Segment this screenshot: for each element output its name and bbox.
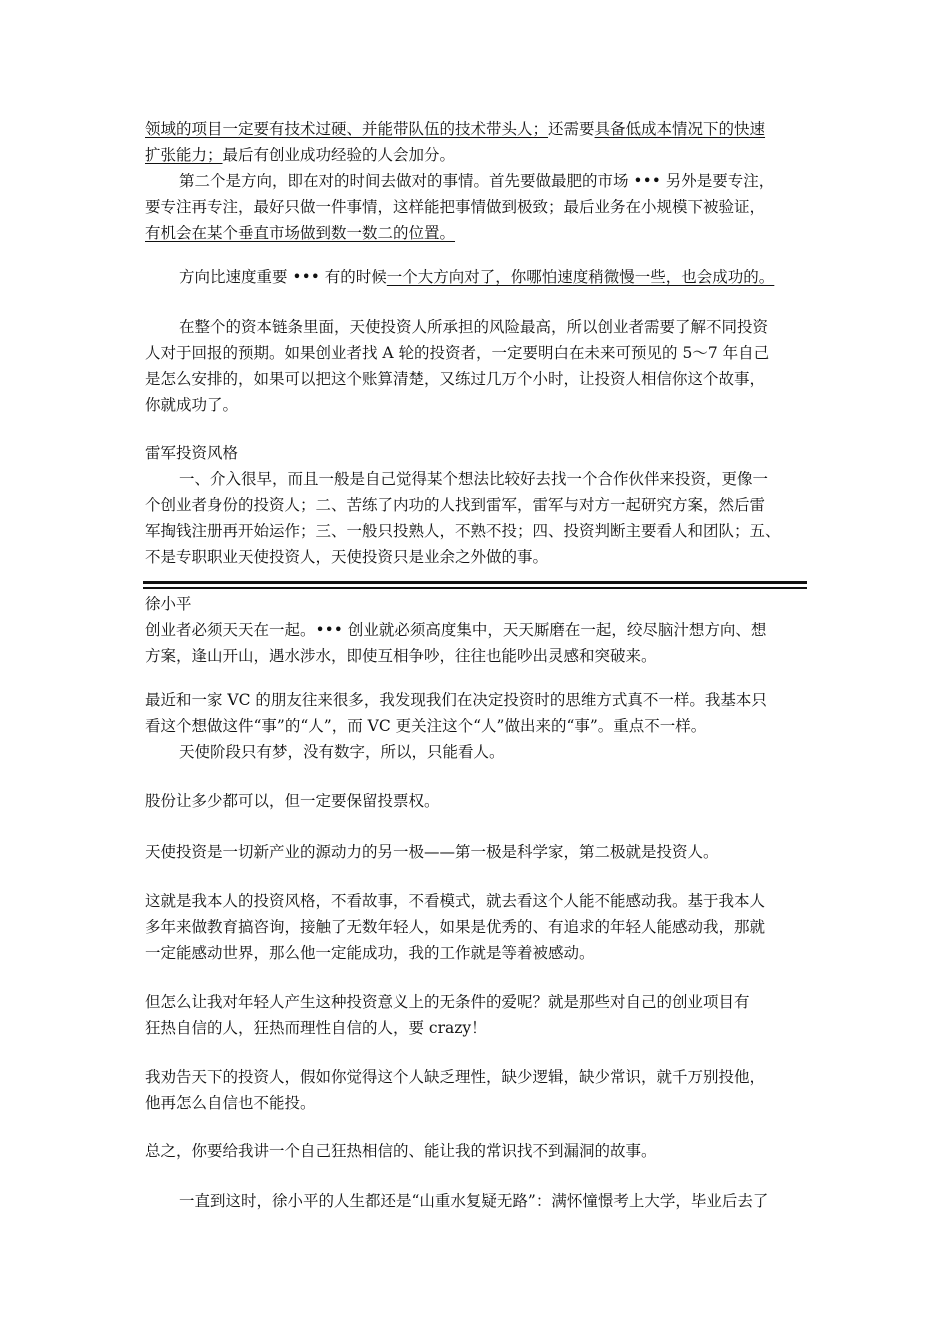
section-divider-thin [143,587,807,589]
section-xu-xiaoping [145,591,810,669]
paragraph-capital-chain [145,314,810,418]
text-line: 是怎么安排的，如果可以把这个账算清楚，又练过几万个小时，让投资人相信你这个故事， [145,370,766,388]
paragraph-vc-comparison [145,687,810,765]
text-line: 不是专职职业天使投资人，天使投资只是业余之外做的事。 [145,548,549,566]
underlined-text: 扩张能力； [145,146,223,164]
text-span: 还需要 [548,120,595,138]
text-line: 你就成功了。 [145,396,239,414]
text-line [145,220,810,246]
paragraph-tech-leader [145,116,810,168]
underlined-text: 领域的项目一定要有技术过硬、并能带队伍的技术带头人； [145,120,549,138]
text-line: 天使阶段只有梦，没有数字，所以，只能看人。 [179,743,505,761]
text-line: 个创业者身份的投资人；二、苦练了内功的人找到雷军，雷军与对方一起研究方案，然后雷 [145,496,766,514]
paragraph-new-industry [145,839,810,865]
text-span: 方向比速度重要 ••• 有的时候 [179,268,387,286]
underlined-text: 具备低成本情况下的快速 [594,120,766,138]
text-line: 创业者必须天天在一起。••• 创业就必须高度集中，天天厮磨在一起，绞尽脑汁想方向、想 [145,621,767,639]
paragraph-advice [145,1064,810,1116]
underlined-text: 一个大方向对了，你哪怕速度稍微慢一些，也会成功的。 [386,268,775,286]
text-line: 人对于回报的预期。如果创业者找 A 轮的投资者，一定要明白在未来可预见的 5～7 年自己 [145,344,770,362]
text-line: 狂热自信的人，狂热而理性自信的人，要 crazy！ [145,1019,487,1037]
text-line: 方案，逢山开山，遇水涉水，即使互相争吵，往往也能吵出灵感和突破来。 [145,647,657,665]
text-line: 他再怎么自信也不能投。 [145,1094,316,1112]
paragraph-investment-style [145,888,810,966]
text-line [145,142,810,168]
text-line: 多年来做教育搞咨询，接触了无数年轻人，如果是优秀的、有追求的年轻人能感动我，那就 [145,918,766,936]
text-line: 看这个想做这件“事”的“人”，而 VC 更关注这个“人”做出来的“事”。重点不一样。 [145,717,707,735]
text-line [145,264,810,290]
underlined-text: 有机会在某个垂直市场做到数一数二的位置。 [145,224,456,242]
text-line: 军掏钱注册再开始运作；三、一般只投熟人，不熟不投；四、投资判断主要看人和团队；五、 [145,522,781,540]
text-line: 总之，你要给我讲一个自己狂热相信的、能让我的常识找不到漏洞的故事。 [145,1142,657,1160]
section-divider-thick [143,581,807,584]
text-line: 天使投资是一切新产业的源动力的另一极——第一极是科学家，第二极就是投资人。 [145,843,719,861]
text-line: 我劝告天下的投资人，假如你觉得这个人缺乏理性，缺少逻辑，缺少常识，就千万别投他， [145,1068,766,1086]
text-line: 股份让多少都可以，但一定要保留投票权。 [145,792,440,810]
text-line: 在整个的资本链条里面，天使投资人所承担的风险最高，所以创业者需要了解不同投资 [179,318,769,336]
text-span: 最后有创业成功经验的人会加分。 [222,146,456,164]
paragraph-life-story [145,1188,810,1214]
text-line: 一、介入很早，而且一般是自己觉得某个想法比较好去找一个合作伙伴来投资，更像一 [179,470,769,488]
text-line [145,116,810,142]
text-line: 第二个是方向，即在对的时间去做对的事情。首先要做最肥的市场 ••• 另外是要专注， [179,172,775,190]
paragraph-unconditional-love [145,989,810,1041]
section-lei-jun-style [145,440,810,570]
paragraph-voting-rights [145,788,810,814]
text-line: 一直到这时，徐小平的人生都还是“山重水复疑无路”：满怀憧憬考上大学，毕业后去了 [179,1192,769,1210]
text-line: 这就是我本人的投资风格，不看故事，不看模式，就去看这个人能不能感动我。基于我本人 [145,892,766,910]
text-line: 最近和一家 VC 的朋友往来很多，我发现我们在决定投资时的思维方式真不一样。我基本只 [145,691,767,709]
section-heading: 徐小平 [145,595,192,613]
section-heading: 雷军投资风格 [145,444,239,462]
paragraph-summary [145,1138,810,1164]
paragraph-direction [145,168,810,246]
text-line: 但怎么让我对年轻人产生这种投资意义上的无条件的爱呢？就是那些对自己的创业项目有 [145,993,750,1011]
text-line: 一定能感动世界，那么他一定能成功，我的工作就是等着被感动。 [145,944,595,962]
text-line: 要专注再专注，最好只做一件事情，这样能把事情做到极致；最后业务在小规模下被验证， [145,198,766,216]
paragraph-direction-over-speed [145,264,810,290]
